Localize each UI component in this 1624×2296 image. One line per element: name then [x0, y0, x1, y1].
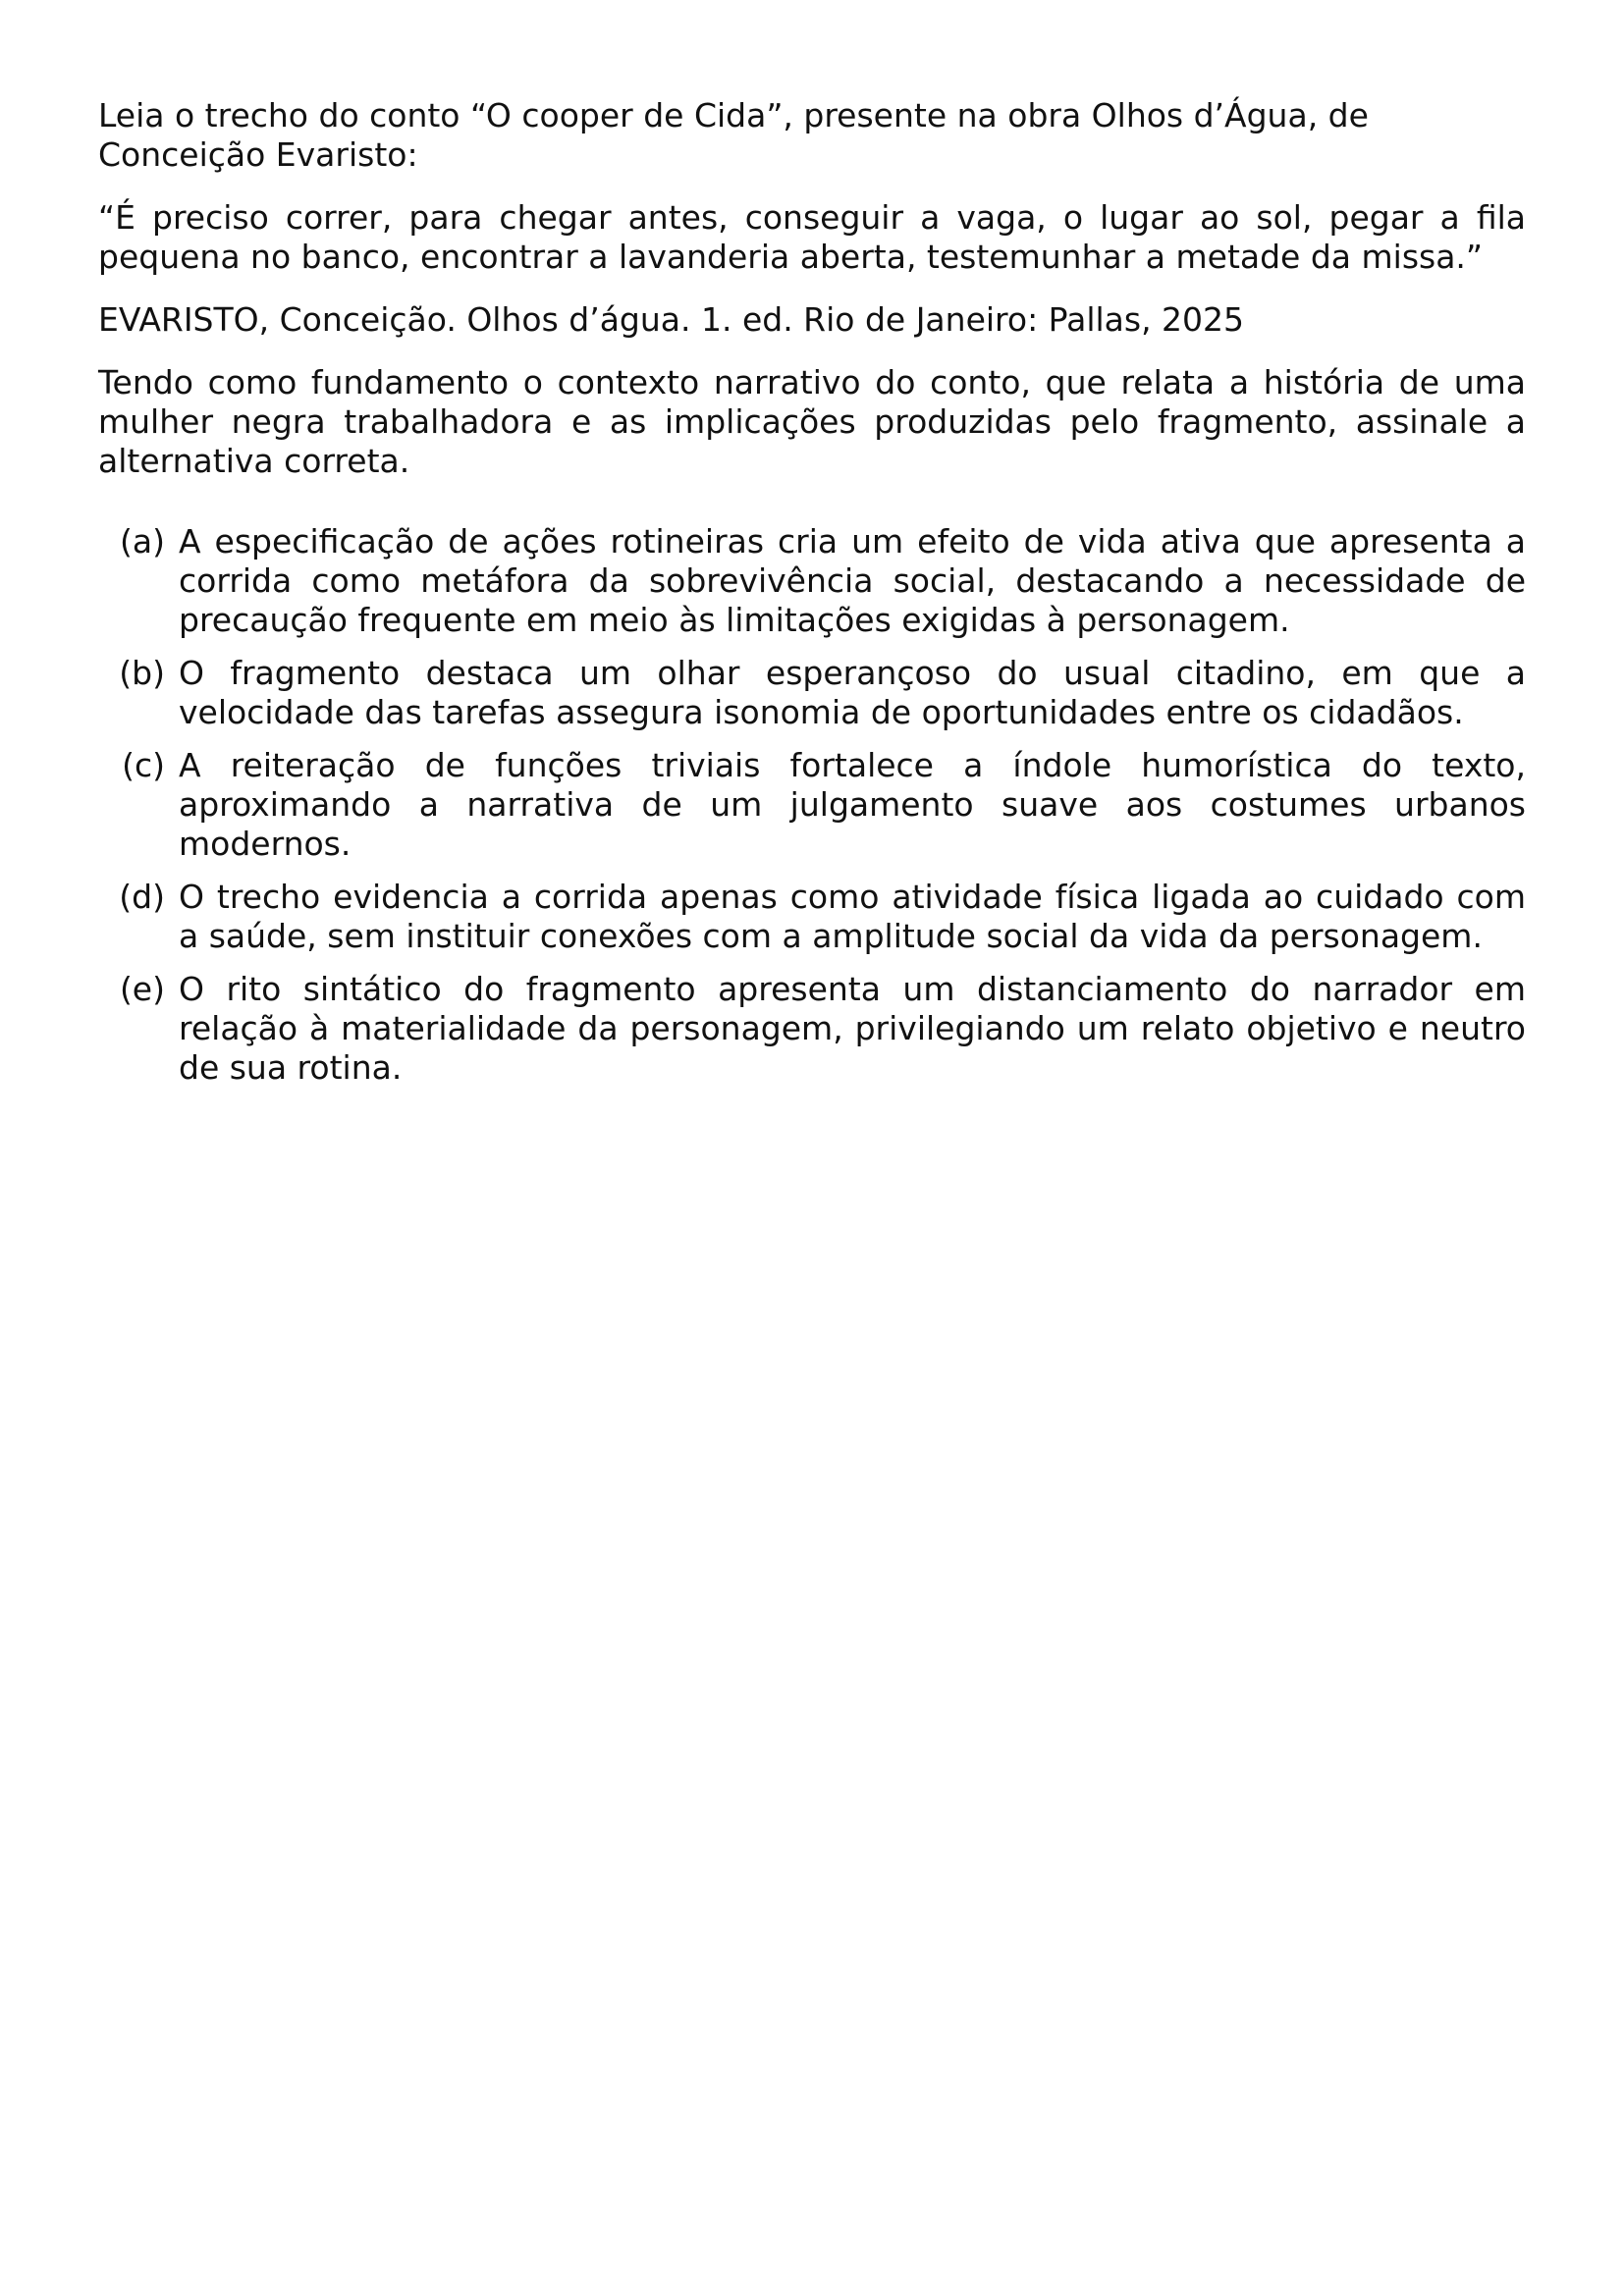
option-e[interactable]: [98, 970, 1526, 1088]
option-d[interactable]: [98, 878, 1526, 956]
bibliographic-reference: EVARISTO, Conceição. Olhos d’água. 1. ed. Rio de Janeiro: Pallas, 2025: [98, 300, 1245, 339]
answer-options: [98, 522, 1526, 1088]
option-text: A especificação de ações rotineiras cria um efeito de vida ativa que apresenta a corrida como metáfora da sobrevivência social, destacando a necessidade de precaução frequente em meio às limitações exigidas à personagem.: [179, 522, 1526, 639]
option-b[interactable]: [98, 654, 1526, 732]
question-prompt: Tendo como fundamento o contexto narrativo do conto, que relata a história de uma mulher negra trabalhadora e as implicações produzidas pelo fragmento, assinale a alternativa correta.: [98, 363, 1526, 480]
option-letter: (d): [119, 878, 165, 916]
option-letter: (e): [119, 970, 165, 1008]
option-a[interactable]: [98, 522, 1526, 640]
option-c[interactable]: [98, 746, 1526, 864]
option-text: O trecho evidencia a corrida apenas como atividade física ligada ao cuidado com a saúde, sem instituir conexões com a amplitude social da vida da personagem.: [179, 878, 1526, 955]
option-text: O fragmento destaca um olhar esperançoso do usual citadino, em que a velocidade das tarefas assegura isonomia de oportunidades entre os cidadãos.: [179, 654, 1526, 731]
question-page: [98, 96, 1526, 1101]
option-letter: (a): [120, 522, 165, 561]
question-intro: Leia o trecho do conto “O cooper de Cida”, presente na obra Olhos d’Água, de Conceição Evaristo:: [98, 96, 1369, 174]
option-text: A reiteração de funções triviais fortalece a índole humorística do texto, aproximando a narrativa de um julgamento suave aos costumes urbanos modernos.: [179, 746, 1526, 863]
option-letter: (c): [122, 746, 165, 784]
quoted-excerpt: “É preciso correr, para chegar antes, conseguir a vaga, o lugar ao sol, pegar a fila pequena no banco, encontrar a lavanderia aberta, testemunhar a metade da missa.”: [98, 198, 1526, 276]
option-text: O rito sintático do fragmento apresenta um distanciamento do narrador em relação à materialidade da personagem, privilegiando um relato objetivo e neutro de sua rotina.: [179, 970, 1526, 1087]
option-letter: (b): [119, 654, 165, 692]
